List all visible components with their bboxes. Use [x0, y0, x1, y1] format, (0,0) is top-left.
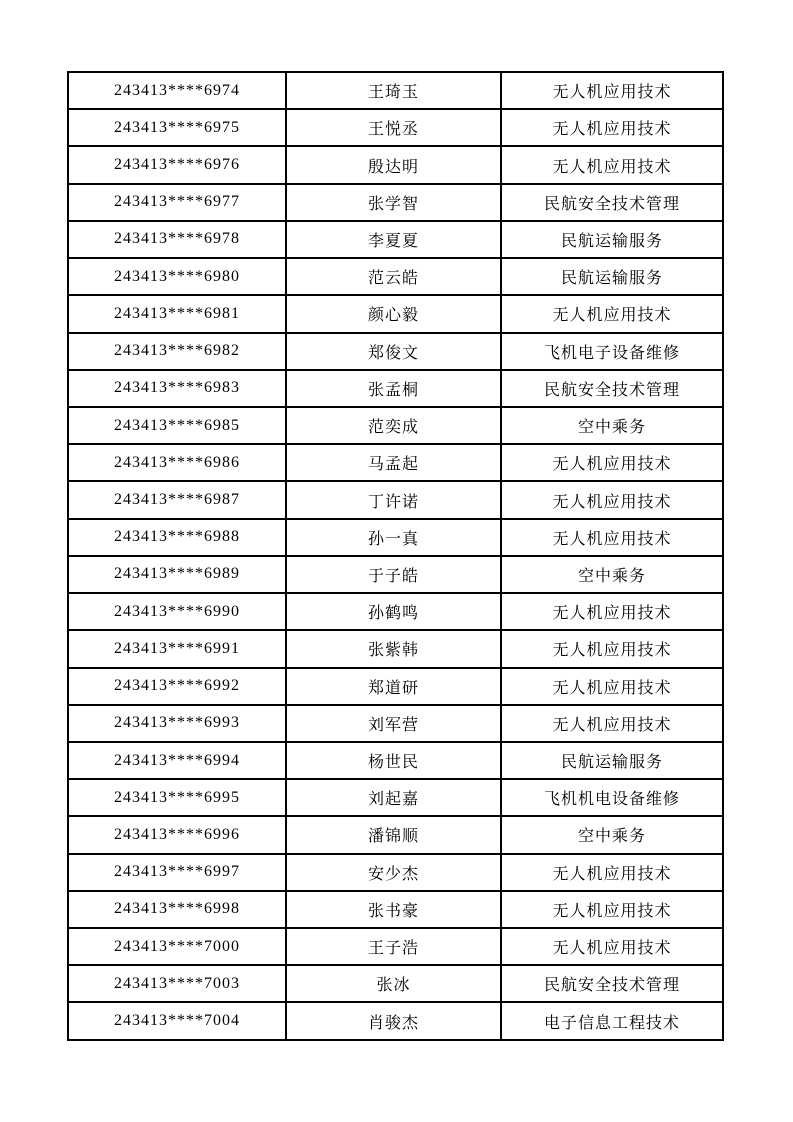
table-row [68, 779, 723, 816]
table-row [68, 370, 723, 407]
cell-student-name: 杨世民 [286, 742, 501, 779]
cell-major: 民航运输服务 [501, 742, 723, 779]
cell-exam-id: 243413****7000 [68, 928, 286, 965]
cell-student-name: 王琦玉 [286, 72, 501, 109]
cell-major: 无人机应用技术 [501, 519, 723, 556]
cell-major: 空中乘务 [501, 556, 723, 593]
cell-student-name: 肖骏杰 [286, 1002, 501, 1040]
cell-major: 民航安全技术管理 [501, 184, 723, 221]
table-row [68, 295, 723, 332]
table-row [68, 854, 723, 891]
cell-exam-id: 243413****7003 [68, 965, 286, 1002]
cell-exam-id: 243413****6995 [68, 779, 286, 816]
cell-student-name: 刘军营 [286, 705, 501, 742]
cell-major: 无人机应用技术 [501, 630, 723, 667]
cell-student-name: 孙一真 [286, 519, 501, 556]
cell-student-name: 张学智 [286, 184, 501, 221]
cell-exam-id: 243413****6975 [68, 109, 286, 146]
table-row [68, 72, 723, 109]
table-row [68, 816, 723, 853]
table-row [68, 184, 723, 221]
cell-major: 无人机应用技术 [501, 854, 723, 891]
cell-major: 民航运输服务 [501, 258, 723, 295]
cell-major: 飞机电子设备维修 [501, 333, 723, 370]
cell-exam-id: 243413****6976 [68, 146, 286, 183]
cell-student-name: 张书豪 [286, 891, 501, 928]
cell-student-name: 于子皓 [286, 556, 501, 593]
cell-exam-id: 243413****6988 [68, 519, 286, 556]
table-row [68, 965, 723, 1002]
cell-exam-id: 243413****6982 [68, 333, 286, 370]
cell-student-name: 李夏夏 [286, 221, 501, 258]
table-row [68, 705, 723, 742]
table-row [68, 146, 723, 183]
cell-exam-id: 243413****6981 [68, 295, 286, 332]
cell-major: 无人机应用技术 [501, 72, 723, 109]
cell-major: 空中乘务 [501, 816, 723, 853]
cell-exam-id: 243413****6989 [68, 556, 286, 593]
table-row [68, 630, 723, 667]
cell-student-name: 范奕成 [286, 407, 501, 444]
table-row [68, 668, 723, 705]
cell-student-name: 安少杰 [286, 854, 501, 891]
cell-major: 无人机应用技术 [501, 481, 723, 518]
table-row [68, 556, 723, 593]
table-row [68, 109, 723, 146]
cell-student-name: 刘起嘉 [286, 779, 501, 816]
cell-major: 无人机应用技术 [501, 705, 723, 742]
cell-student-name: 郑俊文 [286, 333, 501, 370]
cell-exam-id: 243413****6990 [68, 593, 286, 630]
cell-major: 无人机应用技术 [501, 109, 723, 146]
cell-exam-id: 243413****6985 [68, 407, 286, 444]
cell-major: 无人机应用技术 [501, 891, 723, 928]
cell-exam-id: 243413****6978 [68, 221, 286, 258]
cell-student-name: 丁许诺 [286, 481, 501, 518]
cell-exam-id: 243413****6986 [68, 444, 286, 481]
table-row [68, 221, 723, 258]
cell-exam-id: 243413****6996 [68, 816, 286, 853]
cell-major: 无人机应用技术 [501, 444, 723, 481]
cell-student-name: 范云皓 [286, 258, 501, 295]
cell-student-name: 马孟起 [286, 444, 501, 481]
cell-student-name: 王悦丞 [286, 109, 501, 146]
table-row [68, 742, 723, 779]
table-row [68, 891, 723, 928]
cell-exam-id: 243413****6991 [68, 630, 286, 667]
table-row [68, 407, 723, 444]
table-row [68, 1002, 723, 1040]
cell-exam-id: 243413****6997 [68, 854, 286, 891]
cell-student-name: 张孟桐 [286, 370, 501, 407]
table-row [68, 333, 723, 370]
cell-exam-id: 243413****6993 [68, 705, 286, 742]
cell-major: 民航运输服务 [501, 221, 723, 258]
cell-major: 无人机应用技术 [501, 295, 723, 332]
cell-exam-id: 243413****6974 [68, 72, 286, 109]
cell-student-name: 张紫韩 [286, 630, 501, 667]
cell-student-name: 孙鹤鸣 [286, 593, 501, 630]
table-row [68, 928, 723, 965]
cell-exam-id: 243413****6983 [68, 370, 286, 407]
cell-exam-id: 243413****6977 [68, 184, 286, 221]
student-roster-table [67, 71, 724, 1041]
cell-student-name: 张冰 [286, 965, 501, 1002]
table-row [68, 519, 723, 556]
cell-major: 无人机应用技术 [501, 668, 723, 705]
table-row [68, 593, 723, 630]
cell-major: 民航安全技术管理 [501, 370, 723, 407]
table-row [68, 444, 723, 481]
cell-major: 民航安全技术管理 [501, 965, 723, 1002]
cell-student-name: 潘锦顺 [286, 816, 501, 853]
cell-major: 电子信息工程技术 [501, 1002, 723, 1040]
cell-major: 无人机应用技术 [501, 928, 723, 965]
cell-major: 无人机应用技术 [501, 593, 723, 630]
table-row [68, 258, 723, 295]
roster-table-body [68, 72, 723, 1040]
cell-exam-id: 243413****6994 [68, 742, 286, 779]
cell-student-name: 郑道研 [286, 668, 501, 705]
cell-major: 空中乘务 [501, 407, 723, 444]
cell-exam-id: 243413****6998 [68, 891, 286, 928]
cell-student-name: 殷达明 [286, 146, 501, 183]
cell-major: 飞机机电设备维修 [501, 779, 723, 816]
cell-exam-id: 243413****6992 [68, 668, 286, 705]
cell-exam-id: 243413****6980 [68, 258, 286, 295]
cell-exam-id: 243413****6987 [68, 481, 286, 518]
cell-exam-id: 243413****7004 [68, 1002, 286, 1040]
cell-major: 无人机应用技术 [501, 146, 723, 183]
cell-student-name: 王子浩 [286, 928, 501, 965]
table-row [68, 481, 723, 518]
cell-student-name: 颜心毅 [286, 295, 501, 332]
